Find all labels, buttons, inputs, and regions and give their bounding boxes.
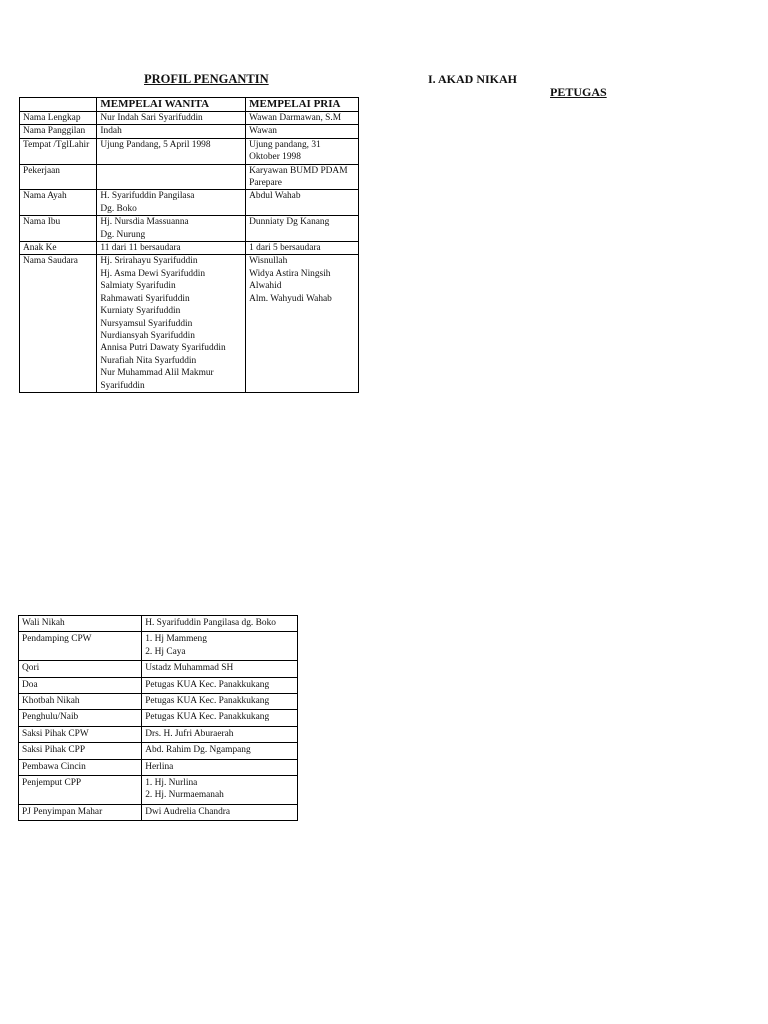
wanita-value-line: Hj. Nursdia Massuanna xyxy=(100,217,189,228)
petugas-table xyxy=(18,615,298,821)
petugas-role: Qori xyxy=(19,661,142,677)
pria-value-line: Abdul Wahab xyxy=(249,191,301,202)
pria-value xyxy=(246,164,359,190)
wanita-value-line: Hj. Asma Dewi Syarifuddin xyxy=(100,268,206,279)
wanita-value xyxy=(97,164,246,190)
petugas-role: PJ Penyimpan Mahar xyxy=(19,804,142,820)
wanita-value-line: Indah xyxy=(100,126,122,137)
row-label: Pekerjaan xyxy=(20,164,97,190)
petugas-names-line: Petugas KUA Kec. Panakkukang xyxy=(145,696,270,707)
wanita-value xyxy=(97,190,246,216)
wanita-value-line: Nurafiah Nita Syarfuddin xyxy=(100,355,197,366)
wanita-value xyxy=(97,125,246,138)
wanita-value-line: Nur Indah Sari Syarifuddin xyxy=(100,113,203,123)
profil-table-body xyxy=(20,112,359,393)
pria-value-line: Ujung pandang, 31 xyxy=(249,139,321,150)
petugas-names-line: 1. Hj Mammeng xyxy=(145,634,207,645)
row-label: Nama Lengkap xyxy=(20,112,97,125)
pria-value-line: Parepare xyxy=(249,178,282,189)
table-row xyxy=(19,804,298,820)
petugas-names xyxy=(142,694,298,710)
petugas-names-line: Petugas KUA Kec. Panakkukang xyxy=(145,679,270,690)
table-row xyxy=(20,190,359,216)
petugas-role: Pendamping CPW xyxy=(19,632,142,661)
wanita-value-line: Dg. Boko xyxy=(100,203,137,214)
table-row xyxy=(19,710,298,726)
pria-value-line: Widya Astira Ningsih xyxy=(249,268,331,279)
petugas-names-line: Drs. H. Jufri Aburaerah xyxy=(145,728,234,739)
table-row xyxy=(19,694,298,710)
petugas-role: Saksi Pihak CPW xyxy=(19,726,142,742)
wanita-value-line: Hj. Srirahayu Syarifuddin xyxy=(100,256,198,267)
petugas-table-body xyxy=(19,616,298,821)
table-row xyxy=(19,661,298,677)
petugas-role: Saksi Pihak CPP xyxy=(19,743,142,759)
wanita-value-line: 11 dari 11 bersaudara xyxy=(100,243,181,254)
petugas-names xyxy=(142,616,298,632)
wanita-value-line: Nursyamsul Syarifuddin xyxy=(100,318,193,329)
table-row xyxy=(20,112,359,125)
petugas-names xyxy=(142,632,298,661)
pria-value-line: Dunniaty Dg Kanang xyxy=(249,217,330,228)
petugas-names xyxy=(142,710,298,726)
wanita-value-line: H. Syarifuddin Pangilasa xyxy=(100,191,195,202)
row-label: Tempat /TglLahir xyxy=(20,138,97,164)
pria-value-line: Wawan Darmawan, S.M xyxy=(249,113,342,123)
wanita-value-line: Syarifuddin xyxy=(100,380,145,391)
petugas-names-line: Dwi Audrelia Chandra xyxy=(145,806,231,817)
wanita-value-line: Salmiaty Syarifudin xyxy=(100,281,176,292)
pria-value xyxy=(246,255,359,392)
petugas-names xyxy=(142,804,298,820)
petugas-role: Penghulu/Naib xyxy=(19,710,142,726)
wanita-value xyxy=(97,216,246,242)
pria-value xyxy=(246,138,359,164)
petugas-names-line: Ustadz Muhammad SH xyxy=(145,663,234,674)
pria-value xyxy=(246,112,359,125)
petugas-names xyxy=(142,677,298,693)
wanita-value xyxy=(97,112,246,125)
petugas-title: PETUGAS xyxy=(550,85,607,99)
pria-value-line: Karyawan BUMD PDAM xyxy=(249,165,348,176)
pria-value-line: 1 dari 5 bersaudara xyxy=(249,243,321,254)
petugas-role: Penjemput CPP xyxy=(19,776,142,805)
petugas-names-line: H. Syarifuddin Pangilasa dg. Boko xyxy=(145,618,276,628)
table-row xyxy=(20,138,359,164)
header-blank-cell xyxy=(20,98,97,112)
pria-value-line: Oktober 1998 xyxy=(249,152,301,163)
petugas-role: Doa xyxy=(19,677,142,693)
petugas-names-line: Petugas KUA Kec. Panakkukang xyxy=(145,712,270,723)
row-label: Anak Ke xyxy=(20,242,97,255)
pria-value xyxy=(246,216,359,242)
row-label: Nama Panggilan xyxy=(20,125,97,138)
wanita-value xyxy=(97,138,246,164)
table-row xyxy=(19,726,298,742)
petugas-role: Wali Nikah xyxy=(19,616,142,632)
table-row xyxy=(19,616,298,632)
petugas-names xyxy=(142,661,298,677)
wanita-value-line: Dg. Nurung xyxy=(100,229,146,240)
table-row xyxy=(20,164,359,190)
row-label: Nama Saudara xyxy=(20,255,97,392)
pria-value-line: Wisnullah xyxy=(249,256,288,267)
akad-nikah-title: I. AKAD NIKAH xyxy=(428,72,518,86)
profil-pengantin-table xyxy=(19,97,359,393)
table-row xyxy=(19,743,298,759)
row-label: Nama Ayah xyxy=(20,190,97,216)
profil-pengantin-title: PROFIL PENGANTIN xyxy=(144,72,269,86)
petugas-names-line: 2. Hj. Nurmaemanah xyxy=(145,790,224,801)
row-label: Nama Ibu xyxy=(20,216,97,242)
wanita-value xyxy=(97,242,246,255)
wanita-value-line: Nur Muhammad Alil Makmur xyxy=(100,368,214,379)
wanita-value-line: Rahmawati Syarifuddin xyxy=(100,293,190,304)
pria-value xyxy=(246,242,359,255)
petugas-role: Pembawa Cincin xyxy=(19,759,142,775)
pria-value-line: Alwahid xyxy=(249,281,282,292)
petugas-names-line: 1. Hj. Nurlina xyxy=(145,778,198,789)
table-row xyxy=(20,216,359,242)
pria-value xyxy=(246,190,359,216)
petugas-names xyxy=(142,743,298,759)
petugas-role: Khotbah Nikah xyxy=(19,694,142,710)
header-mempelai-wanita: MEMPELAI WANITA xyxy=(97,98,246,112)
table-row xyxy=(19,776,298,805)
table-row xyxy=(19,759,298,775)
table-row xyxy=(20,125,359,138)
petugas-names-line: Abd. Rahim Dg. Ngampang xyxy=(145,745,251,756)
petugas-names xyxy=(142,726,298,742)
profil-header-row xyxy=(20,98,359,112)
wanita-value-line: Ujung Pandang, 5 April 1998 xyxy=(100,139,211,150)
petugas-names xyxy=(142,759,298,775)
table-row xyxy=(19,677,298,693)
wanita-value xyxy=(97,255,246,392)
pria-value xyxy=(246,125,359,138)
table-row xyxy=(20,242,359,255)
pria-value-line: Wawan xyxy=(249,126,277,137)
table-row xyxy=(20,255,359,392)
table-row xyxy=(19,632,298,661)
wanita-value-line: Nurdiansyah Syarifuddin xyxy=(100,330,195,341)
petugas-names xyxy=(142,776,298,805)
wanita-value-line: Kurniaty Syarifuddin xyxy=(100,306,181,317)
pria-value-line: Alm. Wahyudi Wahab xyxy=(249,293,332,304)
header-mempelai-pria: MEMPELAI PRIA xyxy=(246,98,359,112)
petugas-names-line: Herlina xyxy=(145,761,174,772)
wanita-value-line: Annisa Putri Dawaty Syarifuddin xyxy=(100,343,226,354)
petugas-names-line: 2. Hj Caya xyxy=(145,646,186,657)
